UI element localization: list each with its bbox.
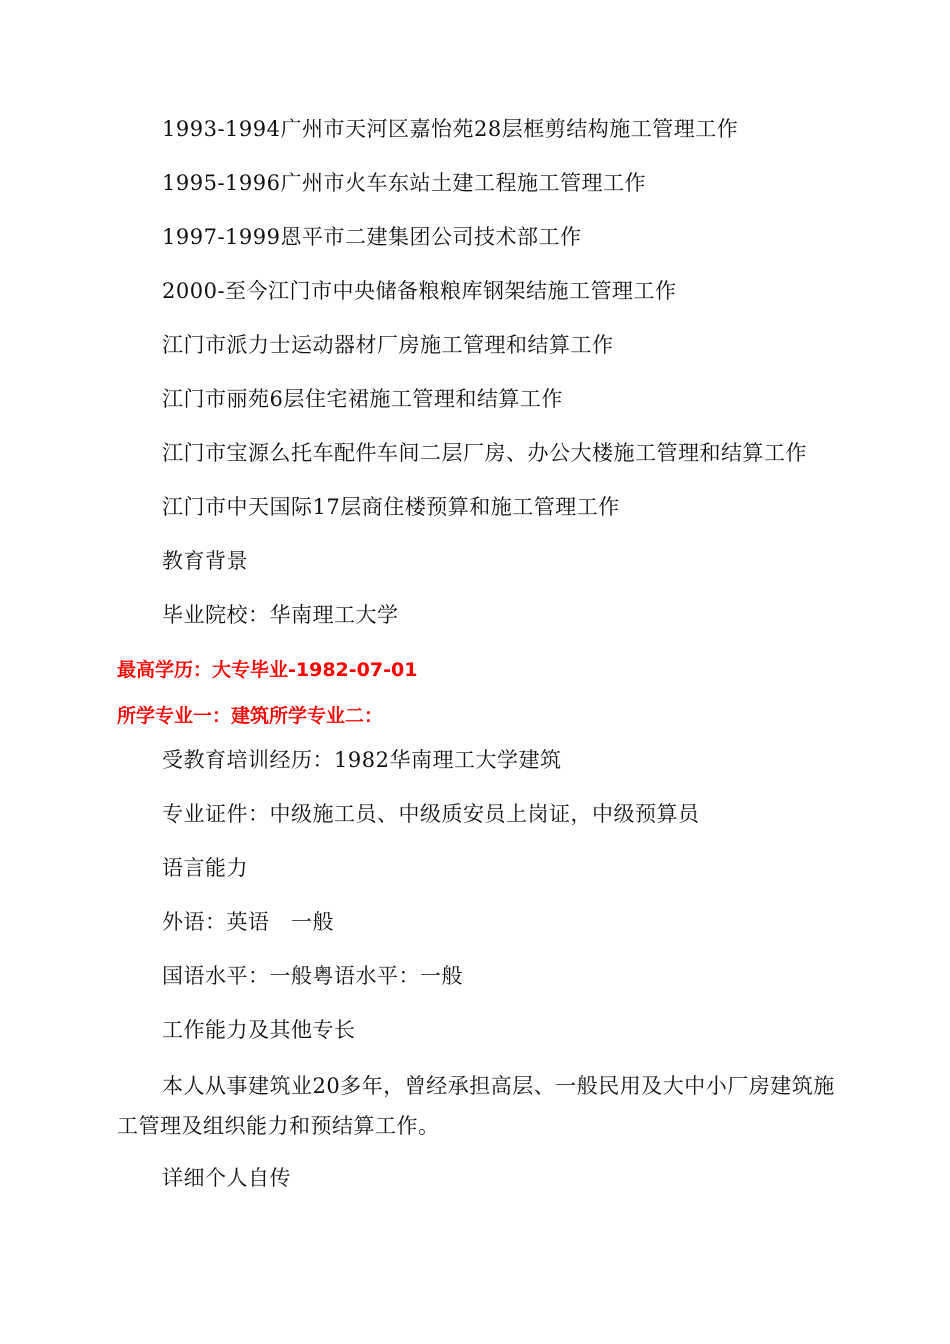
education-heading: 教育背景 [162,549,248,573]
majors-line: 所学专业一：建筑所学专业二： [117,705,384,727]
work-history-line-5: 江门市派力士运动器材厂房施工管理和结算工作 [162,333,614,357]
bio-heading: 详细个人自传 [162,1166,291,1190]
training-line: 受教育培训经历：1982华南理工大学建筑 [162,748,562,772]
work-history-line-8: 江门市中天国际17层商住楼预算和施工管理工作 [162,495,620,519]
skills-heading: 工作能力及其他专长 [162,1018,356,1042]
work-history-line-7: 江门市宝源么托车配件车间二层厂房、办公大楼施工管理和结算工作 [162,441,807,465]
work-history-line-2: 1995-1996广州市火车东站土建工程施工管理工作 [162,171,646,195]
language-heading: 语言能力 [162,856,248,880]
foreign-language-line: 外语：英语 一般 [162,910,334,934]
work-history-line-3: 1997-1999恩平市二建集团公司技术部工作 [162,225,582,249]
school-line: 毕业院校：华南理工大学 [162,603,399,627]
work-history-line-4: 2000-至今江门市中央储备粮粮库钢架结施工管理工作 [162,279,677,303]
mandarin-cantonese-line: 国语水平：一般粤语水平：一般 [162,964,463,988]
skills-paragraph: 本人从事建筑业20多年，曾经承担高层、一般民用及大中小厂房建筑施工管理及组织能力和预结算工作。 [117,1074,835,1138]
work-history-line-6: 江门市丽苑6层住宅裙施工管理和结算工作 [162,387,563,411]
highest-degree-line: 最高学历：大专毕业-1982-07-01 [117,659,418,681]
work-history-line-1: 1993-1994广州市天河区嘉怡苑28层框剪结构施工管理工作 [162,117,739,141]
certificates-line: 专业证件：中级施工员、中级质安员上岗证，中级预算员 [162,802,700,826]
